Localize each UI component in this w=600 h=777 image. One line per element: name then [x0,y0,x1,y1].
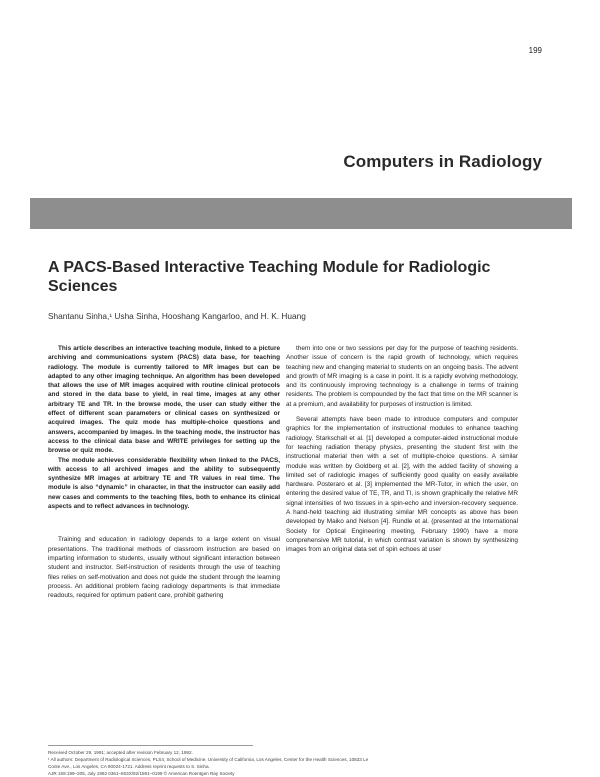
introduction [48,535,280,600]
abstract-paragraph: The module achieves considerable flexibility when linked to the PACS, with access to all archived images and the ability to subsequently synthesize MR images at arbitrary TE and TR values in real time. The module is also “dynamic” in character, in that the instructor can easily add new cases and comments to the teaching files, both to enhance its clinical aspects and to reflect advances in technology. [48,456,280,511]
affiliation-note-cont: Conte Ave., Los Angeles, CA 90024-1721. Address reprint requests to S. Sinha. [48,764,210,769]
footnote-divider [48,745,253,746]
abstract [48,344,280,511]
affiliation-note: ¹ All authors: Department of Radiological Sciences, PLS4, School of Medicine, University of California, Los Angeles, Center for the Health Sciences, 10833 Le [48,757,369,762]
page-number: 199 [528,46,542,55]
body-paragraph: them into one or two sessions per day for the purpose of teaching residents. Another issue of concern is the rapid growth of technology, which requires teaching new and changing material to students on an ongoing basis. The advent and growth of MR imaging is a case in point. It is a rapidly evolving methodology, and its continuously improving technology is a challenge in terms of training residents. The problem is compounded by the fact that time on the MR scanner is at a premium, and availability for purposes of instruction is limited. [286,345,518,408]
received-note: Received October 29, 1991; accepted after revision February 12, 1992. [48,750,193,755]
section-title: Computers in Radiology [343,152,542,171]
footnotes [48,749,568,777]
body-paragraph: Training and education in radiology depends to a large extent on visual presentations. The traditional methods of classroom instruction are based on imparting information to students, usually without significant interaction between student and instructor. Self-instruction of residents through the use of teaching files relies on self-motivation and does not guide the student through the learning process. An additional problem facing radiology departments is that immediate readouts, required for optimum patient care, prohibit gathering [48,536,280,600]
right-column [286,344,518,555]
body-paragraph: Several attempts have been made to introduce computers and computer graphics for the implementation of instructional modules to enhance teaching radiology. Starkschall et al. [1] developed a computer-aided instructional module for teaching radiation therapy physics, presenting the student first with the instructional material then with a set of multiple-choice questions. A similar module was written by Goldberg et al. [2], with the added facility of showing a limited set of radiologic images of sufficiently good quality on easily available hardware. Posteraro et al. [3] implemented the MR-Tutor, in which the user, on entering the desired value of TE, TR, and TI, is shown graphically the relative MR signal intensities of two tissues in a spin-echo and inversion-recovery sequence. A hand-held teaching aid illustrating similar MR concepts as above has been developed by Maiko and Nelson [4]. Rundle et al. (presented at the International Society for Optical Engineering meeting, February 1990) have a more comprehensive MR tutorial, in which contrast variation is shown by synthesizing images from an original data set of spin echoes at user [286,416,518,554]
abstract-paragraph: This article describes an interactive teaching module, linked to a picture archiving and communications system (PACS) data base, for teaching radiology. The module is currently tailored to MR images but can be adapted to any other imaging technique. An algorithm has been developed that allows the use of MR images acquired with routine clinical protocols and stored in the data base to yield, in real time, images at any other arbitrary TE and TR. In the browse mode, the user can study either the effect of different scan parameters or clinical cases on synthesized or acquired images. The quiz mode has multiple-choice questions and answers, accompanied by images. In the teaching mode, the instructor has access to the clinical data base and WRITE privileges for setting up the browse or quiz mode. [48,345,280,455]
journal-citation: AJR 159:199–205, July 1992 0361–803X/92/1591–0199 © American Roentgen Ray Society [48,771,235,776]
section-banner [30,198,572,229]
left-column [48,344,280,600]
article-title: A PACS-Based Interactive Teaching Module for Radiologic Sciences [48,259,491,295]
author-list: Shantanu Sinha,¹ Usha Sinha, Hooshang Kangarloo, and H. K. Huang [48,311,306,321]
